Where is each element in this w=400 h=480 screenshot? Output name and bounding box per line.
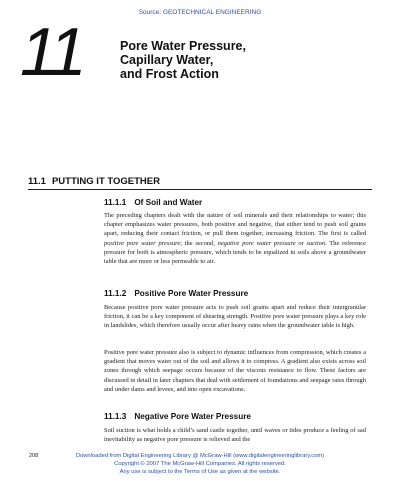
chapter-title xyxy=(120,39,370,81)
page-number: 208 xyxy=(29,453,39,459)
subsection-number: 11.1.2 xyxy=(104,289,127,298)
paragraph: Soil suction is what holds a child’s sand castle together, until waves or tides produce a feeling of sad inevitability as negative pore pressure is relieved and the xyxy=(104,427,366,444)
section-number: 11.1 xyxy=(28,176,46,187)
subsection-heading xyxy=(104,412,251,421)
chapter-title-line: and Frost Action xyxy=(120,67,219,81)
subsection-heading xyxy=(104,198,202,207)
paragraph: Positive pore water pressure also is subject to dynamic influences from compression, which creates a gradient that moves water out of the soil and allows it to compress. A gradient also exists across soil zones through which seepage occurs because of the viscous resistance to flow. These factors are discussed in detail in later chapters that deal with settlement of foundations and seepage rates through and under dams and levees, and into open excavations. xyxy=(104,349,366,393)
footer-download-link[interactable]: Downloaded from Digital Engineering Library @ McGraw-Hill (www.digitalengineeringlibrary.com) xyxy=(75,453,325,459)
section-title: PUTTING IT TOGETHER xyxy=(51,176,160,187)
chapter-number: 11 xyxy=(20,14,83,90)
subsection-number: 11.1.3 xyxy=(104,412,127,421)
chapter-title-line: Capillary Water, xyxy=(120,53,214,67)
subsection-title: Negative Pore Water Pressure xyxy=(134,412,251,421)
subsection-number: 11.1.1 xyxy=(104,198,127,207)
footer-copyright[interactable]: Copyright © 2007 The McGraw-Hill Companies. All rights reserved. xyxy=(114,461,286,467)
paragraph: Because positive pore water pressure acts to push soil grains apart and reduce their intergranular friction, it can be a key component of shearing strength. Positive pore water pressure plays a key role in landslides, which therefore usually occur after heavy rains when the groundwater table is high. xyxy=(104,304,366,330)
source-line[interactable]: Source: GEOTECHNICAL ENGINEERING xyxy=(138,9,262,16)
subsection-title: Positive Pore Water Pressure xyxy=(134,289,249,298)
section-heading xyxy=(28,176,160,187)
term-positive-pore-water-pressure: positive pore water pressure xyxy=(104,239,181,247)
term-suction: suction xyxy=(306,239,326,247)
chapter-title-line: Pore Water Pressure, xyxy=(120,39,246,53)
subsection-heading xyxy=(104,289,248,298)
section-divider xyxy=(28,189,372,190)
term-negative-pore-water-pressure: negative pore water pressure xyxy=(217,239,296,247)
paragraph: The preceding chapters dealt with the nature of soil minerals and their relationships to water; this chapter emphasizes water pressures, both positive and negative, that either tend to push soil grains apart, reducing their contact friction, or pull them together, increasing friction. The first is called positive pore water pressure; the second, negative pore water pressure or suction. The reference pressure for both is atmospheric pressure, which tends to be equalized in soils above a groundwater table that are more or less permeable to air. xyxy=(104,212,366,266)
subsection-title: Of Soil and Water xyxy=(134,198,203,207)
footer-terms[interactable]: Any use is subject to the Terms of Use as given at the website. xyxy=(119,469,281,475)
